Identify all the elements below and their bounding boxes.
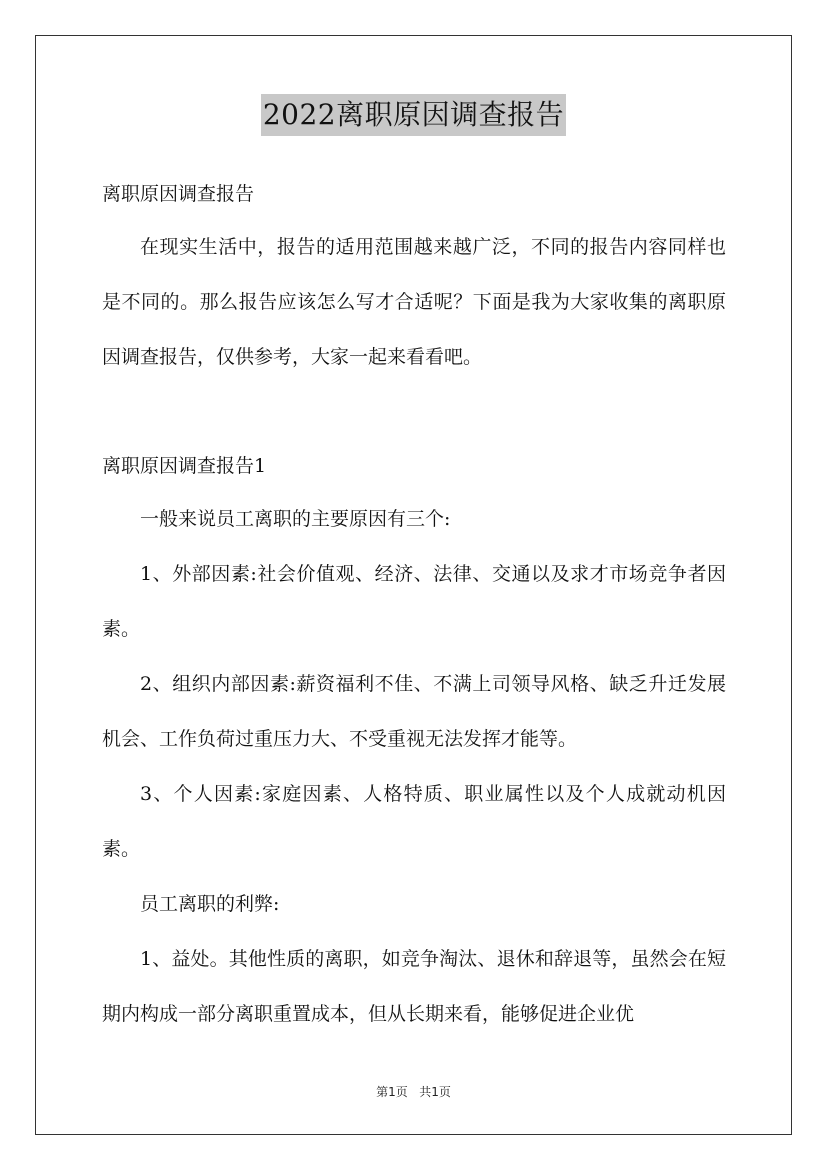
paragraph: 1、外部因素:社会价值观、经济、法律、交通以及求才市场竞争者因素。 bbox=[102, 563, 726, 640]
section1-heading: 离职原因调查报告1 bbox=[102, 455, 267, 477]
intro-paragraph-block bbox=[102, 220, 726, 385]
title-container bbox=[0, 94, 827, 136]
document-title: 2022离职原因调查报告 bbox=[261, 94, 566, 136]
section1-heading-block bbox=[102, 452, 726, 480]
page-total: 共1页 bbox=[419, 1085, 451, 1099]
paragraph: 1、益处。其他性质的离职，如竞争淘汰、退休和辞退等，虽然会在短期内构成一部分离职重置成本，但从长期来看，能够促进企业优 bbox=[102, 948, 726, 1025]
page-number: 第1页 bbox=[376, 1085, 408, 1099]
intro-heading: 离职原因调查报告 bbox=[102, 183, 255, 205]
paragraph: 员工离职的利弊: bbox=[140, 893, 280, 915]
page-footer bbox=[0, 1083, 827, 1100]
intro-paragraph: 在现实生活中，报告的适用范围越来越广泛，不同的报告内容同样也是不同的。那么报告应该怎么写才合适呢？下面是我为大家收集的离职原因调查报告，仅供参考，大家一起来看看吧。 bbox=[102, 236, 726, 368]
paragraph: 一般来说员工离职的主要原因有三个: bbox=[140, 508, 451, 530]
paragraph: 2、组织内部因素:薪资福利不佳、不满上司领导风格、缺乏升迁发展机会、工作负荷过重压力大、不受重视无法发挥才能等。 bbox=[102, 673, 726, 750]
paragraph: 3、个人因素:家庭因素、人格特质、职业属性以及个人成就动机因素。 bbox=[102, 783, 726, 860]
section1-body bbox=[102, 492, 726, 1042]
intro-heading-block bbox=[102, 180, 726, 208]
